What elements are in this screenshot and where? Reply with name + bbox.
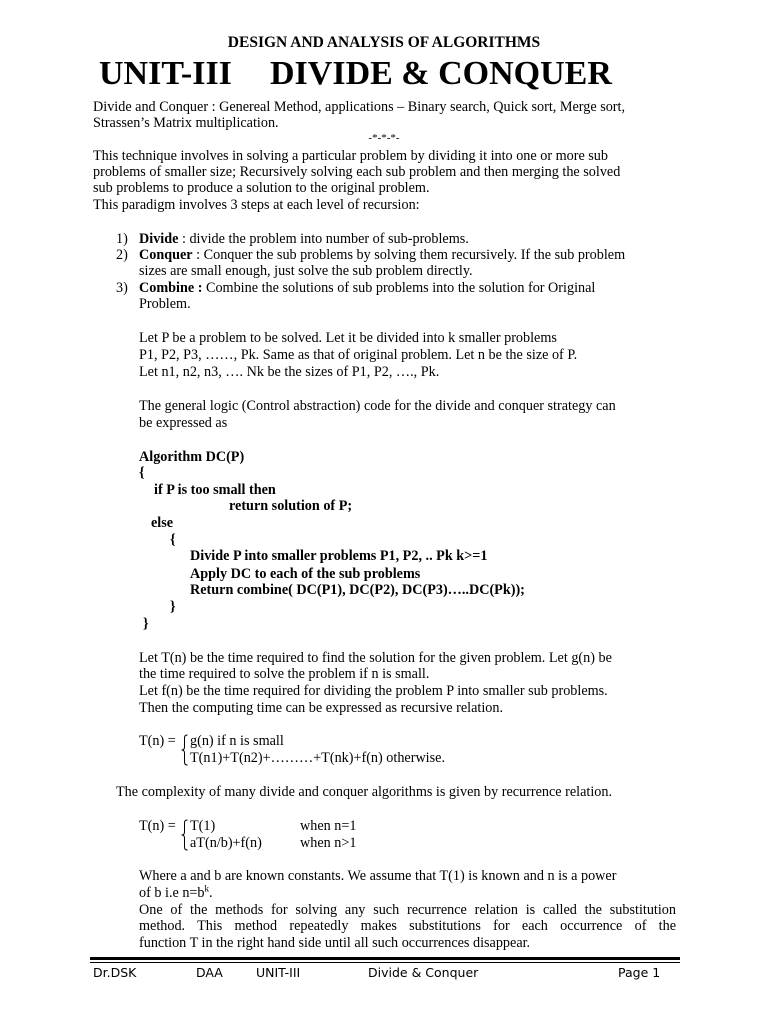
recurrence-condition: when n=1 [300,818,357,834]
substitution-line: function T in the right hand side until all such occurrences disappear. [139,935,531,951]
step-text: Combine the solutions of sub problems into the solution for Original [202,280,596,296]
step-term: Combine : [139,280,203,296]
time-text-line: Let T(n) be the time required to find the solution for the given problem. Let g(n) be [139,650,612,666]
algorithm-line: { [139,465,145,481]
step-text: : divide the problem into number of sub-problems. [178,231,469,247]
syllabus-line: Strassen’s Matrix multiplication. [93,115,279,131]
step-item [139,247,625,264]
brace-icon [181,734,188,766]
footer-topic: Divide & Conquer [368,965,479,980]
algorithm-line: else [151,515,174,531]
footer-rule [90,962,680,963]
algorithm-heading: Algorithm DC(P) [139,449,245,465]
general-logic-line: The general logic (Control abstraction) code for the divide and conquer strategy can [139,398,616,414]
step-text: : Conquer the sub problems by solving them recursively. If the sub problem [192,247,626,263]
step-item [139,280,595,297]
substitution-line: One of the methods for solving any such recurrence relation is called the substitution [139,902,676,918]
recurrence-case: aT(n/b)+f(n) [190,835,262,851]
substitution-line: method. This method repeatedly makes substitutions for each occurrence of the [139,918,676,934]
where-text: . [209,885,213,901]
time-text-line: the time required to solve the problem if n is small. [139,666,430,682]
step-continuation: sizes are small enough, just solve the sub problem directly. [139,263,473,279]
algorithm-line: } [143,616,149,632]
intro-line: sub problems to produce a solution to the original problem. [93,180,430,196]
step-number: 2) [116,247,128,263]
course-title: DESIGN AND ANALYSIS OF ALGORITHMS [227,34,541,51]
footer-course: DAA [196,965,223,980]
unit-label: UNIT-III [99,55,232,92]
step-item [139,231,469,248]
general-logic-line: be expressed as [139,415,228,431]
footer-author: Dr.DSK [93,965,137,980]
let-p-line: Let n1, n2, n3, …. Nk be the sizes of P1, P2, …., Pk. [139,364,440,380]
algorithm-line: Apply DC to each of the sub problems [190,566,421,582]
recurrence-case: T(1) [190,818,216,834]
brace-icon [181,819,188,851]
footer-rule [90,957,680,960]
algorithm-line: } [170,599,176,615]
superscript: k [204,883,210,894]
where-line [139,885,213,902]
step-term: Conquer [139,247,193,263]
algorithm-line: Return combine( DC(P1), DC(P2), DC(P3)…..DC(Pk)); [190,582,525,598]
intro-line: This technique involves in solving a particular problem by dividing it into one or more sub [93,148,608,164]
complexity-text: The complexity of many divide and conquer algorithms is given by recurrence relation. [116,784,613,800]
time-text-line: Then the computing time can be expressed as recursive relation. [139,700,504,716]
syllabus-line: Divide and Conquer : Genereal Method, applications – Binary search, Quick sort, Merge sort, [93,99,626,115]
time-text-line: Let f(n) be the time required for dividing the problem P into smaller sub problems. [139,683,608,699]
recurrence-case: g(n) if n is small [190,733,284,749]
where-line: Where a and b are known constants. We assume that T(1) is known and n is a power [139,868,617,884]
step-number: 1) [116,231,128,247]
page-number: Page 1 [618,965,661,980]
algorithm-line: if P is too small then [154,482,276,498]
recurrence-lhs: T(n) = [139,733,176,749]
where-text: of b i.e n=b [139,885,205,901]
algorithm-line: return solution of P; [229,498,353,514]
recurrence-case: T(n1)+T(n2)+………+T(nk)+f(n) otherwise. [190,750,445,766]
recurrence-lhs: T(n) = [139,818,176,834]
page-title: DIVIDE & CONQUER [270,55,612,92]
step-number: 3) [116,280,128,296]
separator: -*-*-*- [368,132,400,144]
let-p-line: P1, P2, P3, ……, Pk. Same as that of original problem. Let n be the size of P. [139,347,578,363]
let-p-line: Let P be a problem to be solved. Let it be divided into k smaller problems [139,330,557,346]
intro-line: problems of smaller size; Recursively solving each sub problem and then merging the solved [93,164,621,180]
step-continuation: Problem. [139,296,191,312]
recurrence-condition: when n>1 [300,835,357,851]
step-term: Divide [139,231,179,247]
intro-line: This paradigm involves 3 steps at each level of recursion: [93,197,420,213]
footer-unit: UNIT-III [256,965,301,980]
algorithm-line: Divide P into smaller problems P1, P2, .. Pk k>=1 [190,548,488,564]
algorithm-line: { [170,532,176,548]
